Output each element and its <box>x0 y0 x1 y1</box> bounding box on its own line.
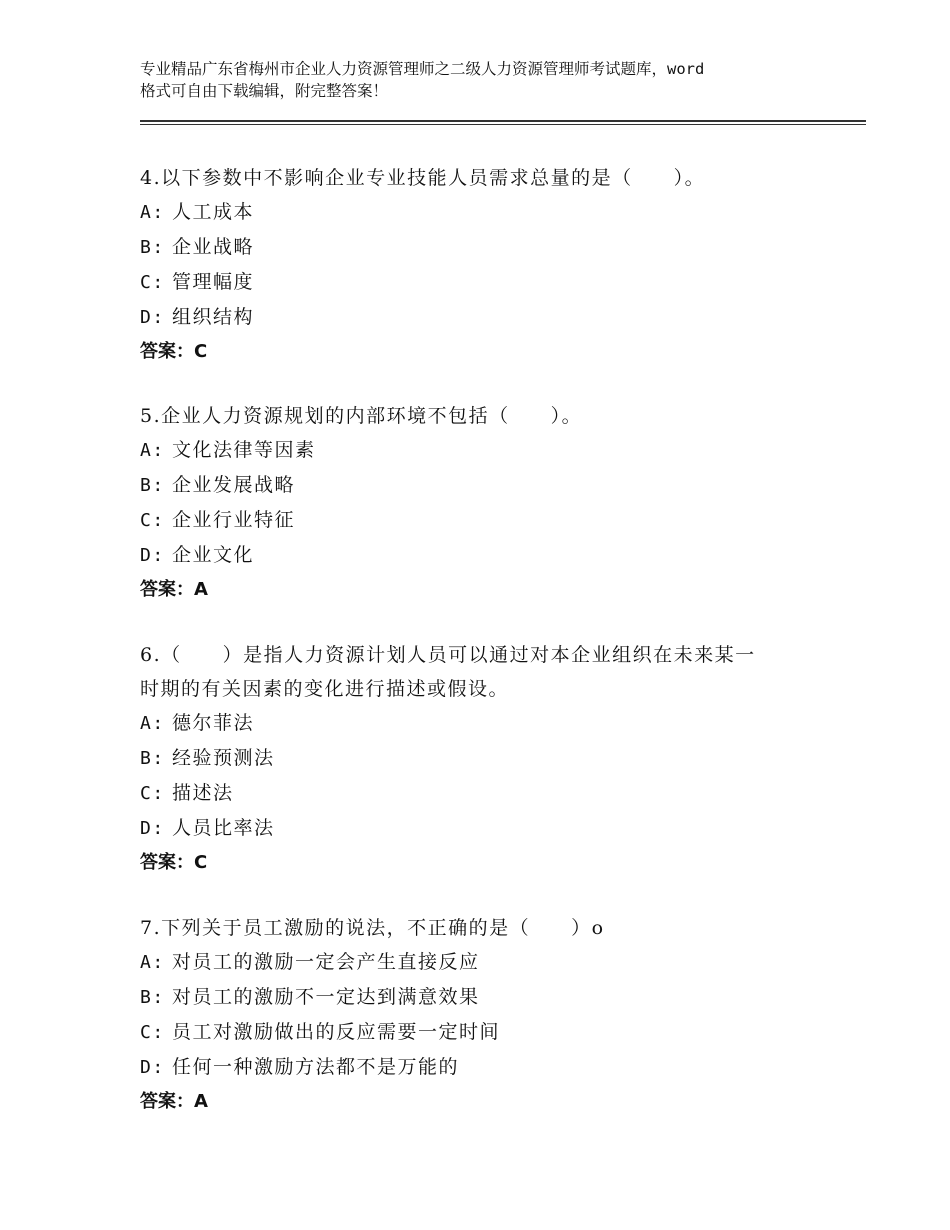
option-text: 企业文化 <box>172 544 255 566</box>
question-stem-line-1: 6.（ ）是指人力资源计划人员可以通过对本企业组织在未来某一 <box>140 644 756 666</box>
option-letter: D: <box>140 1057 165 1078</box>
option-a <box>140 195 840 230</box>
option-letter: B: <box>140 475 165 496</box>
option-letter: D: <box>140 818 165 839</box>
option-b <box>140 980 840 1015</box>
header-line-1: 专业精品广东省梅州市企业人力资源管理师之二级人力资源管理师考试题库，word <box>140 60 705 78</box>
option-b <box>140 468 840 503</box>
option-letter: C: <box>140 783 165 804</box>
question-stem: 4.以下参数中不影响企业专业技能人员需求总量的是（ ）。 <box>140 167 706 189</box>
option-a <box>140 706 840 741</box>
option-text: 管理幅度 <box>172 271 255 293</box>
option-c <box>140 1015 840 1050</box>
option-text: 对员工的激励一定会产生直接反应 <box>172 951 480 973</box>
answer: 答案：A <box>140 1091 208 1112</box>
answer: 答案：C <box>140 341 208 362</box>
option-letter: C: <box>140 272 165 293</box>
option-letter: D: <box>140 545 165 566</box>
option-text: 人员比率法 <box>172 817 275 839</box>
document-header <box>140 58 840 102</box>
option-c <box>140 776 840 811</box>
question-5 <box>140 399 840 607</box>
question-7 <box>140 911 840 1119</box>
option-text: 企业行业特征 <box>172 509 296 531</box>
option-b <box>140 741 840 776</box>
option-text: 德尔菲法 <box>172 712 255 734</box>
option-letter: B: <box>140 237 165 258</box>
question-4 <box>140 161 840 369</box>
header-line-2: 格式可自由下载编辑，附完整答案！ <box>140 82 389 100</box>
option-d <box>140 811 840 846</box>
option-text: 描述法 <box>172 782 234 804</box>
option-letter: B: <box>140 748 165 769</box>
option-d <box>140 300 840 335</box>
header-divider-thin <box>140 124 866 125</box>
option-text: 人工成本 <box>172 201 255 223</box>
question-stem: 5.企业人力资源规划的内部环境不包括（ ）。 <box>140 405 583 427</box>
option-d <box>140 538 840 573</box>
option-letter: D: <box>140 307 165 328</box>
option-text: 组织结构 <box>172 306 255 328</box>
option-text: 企业发展战略 <box>172 474 296 496</box>
option-text: 企业战略 <box>172 236 255 258</box>
option-c <box>140 265 840 300</box>
header-divider-thick <box>140 120 866 122</box>
question-6 <box>140 638 840 880</box>
option-text: 对员工的激励不一定达到满意效果 <box>172 986 480 1008</box>
option-text: 员工对激励做出的反应需要一定时间 <box>172 1021 501 1043</box>
option-text: 任何一种激励方法都不是万能的 <box>172 1056 460 1078</box>
option-text: 文化法律等因素 <box>172 439 316 461</box>
option-c <box>140 503 840 538</box>
option-a <box>140 945 840 980</box>
answer: 答案：A <box>140 579 208 600</box>
option-letter: A: <box>140 440 165 461</box>
option-letter: B: <box>140 987 165 1008</box>
answer: 答案：C <box>140 852 208 873</box>
question-stem-line-2: 时期的有关因素的变化进行描述或假设。 <box>140 678 510 700</box>
question-stem: 7.下列关于员工激励的说法，不正确的是（ ）o <box>140 917 605 939</box>
option-letter: C: <box>140 510 165 531</box>
option-letter: A: <box>140 713 165 734</box>
option-text: 经验预测法 <box>172 747 275 769</box>
option-letter: C: <box>140 1022 165 1043</box>
option-a <box>140 433 840 468</box>
option-letter: A: <box>140 202 165 223</box>
option-letter: A: <box>140 952 165 973</box>
option-b <box>140 230 840 265</box>
option-d <box>140 1050 840 1085</box>
